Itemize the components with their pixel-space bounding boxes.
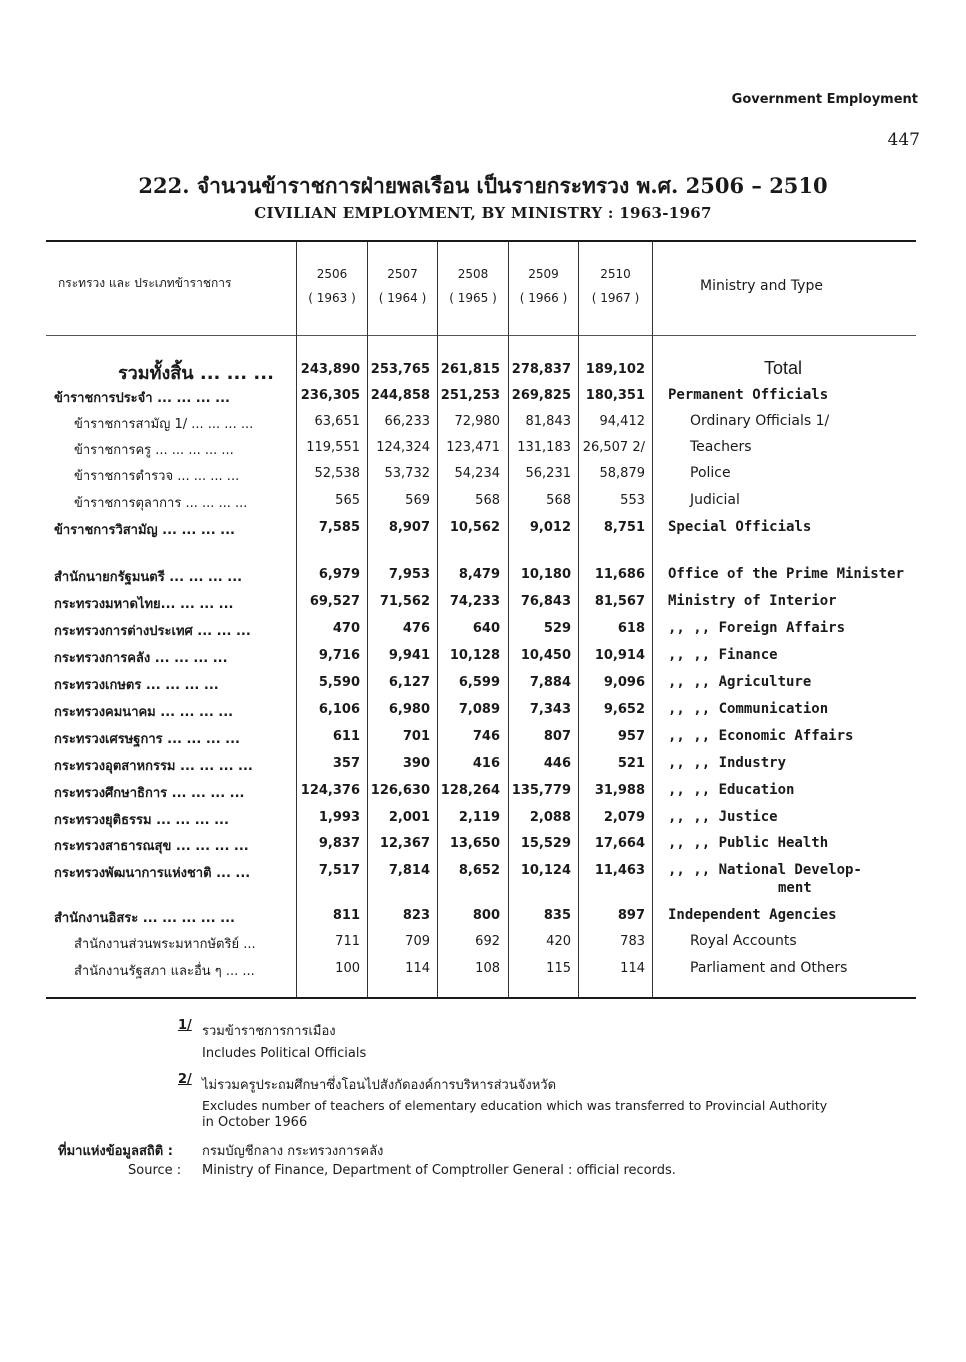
row-value: 640 — [472, 621, 500, 636]
row-value: 811 — [332, 908, 360, 923]
table-row — [0, 590, 966, 616]
row-value: 8,907 — [388, 520, 430, 535]
row-label-thai: ข้าราชการตำรวจ ... ... ... ... — [74, 469, 240, 484]
row-label-english: ,, ,, Justice — [668, 809, 778, 825]
table-row — [0, 617, 966, 643]
row-value: 180,351 — [585, 388, 645, 403]
row-value: 9,837 — [318, 836, 360, 851]
row-label-thai: กระทรวงเศรษฐการ ... ... ... ... — [54, 732, 240, 747]
year-be: 2507 — [387, 267, 418, 281]
row-value: 897 — [617, 908, 645, 923]
row-value: 6,979 — [318, 567, 360, 582]
row-label-thai: ข้าราชการตุลาการ ... ... ... ... — [74, 496, 248, 511]
row-value: 470 — [332, 621, 360, 636]
row-value: 692 — [475, 934, 500, 949]
row-value: 2,001 — [388, 810, 430, 825]
row-value: 521 — [617, 756, 645, 771]
row-value: 957 — [617, 729, 645, 744]
header-year-2506 — [297, 262, 367, 310]
row-label-english: ,, ,, Public Health — [668, 835, 829, 851]
row-value: 6,599 — [458, 675, 500, 690]
row-label-thai: ข้าราชการครู ... ... ... ... ... — [74, 443, 234, 458]
row-label-english: ,, ,, National Develop- — [668, 862, 862, 878]
row-value: 243,890 — [300, 362, 360, 377]
row-label-thai: กระทรวงมหาดไทย... ... ... ... — [54, 597, 234, 612]
row-label-english: Police — [690, 465, 731, 481]
row-value: 2,079 — [603, 810, 645, 825]
table-row — [0, 358, 966, 384]
row-value: 10,128 — [449, 648, 500, 663]
header-rule — [46, 335, 916, 336]
row-value: 54,234 — [454, 466, 500, 481]
footnote-1-mark — [178, 1018, 192, 1033]
row-label-english: Ministry of Interior — [668, 593, 837, 609]
table-row — [0, 410, 966, 436]
row-value: 7,814 — [388, 863, 430, 878]
row-value: 244,858 — [370, 388, 430, 403]
table-title-english: CIVILIAN EMPLOYMENT, BY MINISTRY : 1963-1967 — [254, 204, 712, 222]
page-number: 447 — [887, 130, 920, 150]
row-value: 6,980 — [388, 702, 430, 717]
row-label-thai: ข้าราชการสามัญ 1/ ... ... ... ... — [74, 417, 254, 432]
table-row — [0, 698, 966, 724]
footnote-2-thai: ไม่รวมครูประถมศึกษาซึ่งโอนไปสังกัดองค์การบริหารส่วนจังหวัด — [202, 1078, 557, 1093]
row-value: 81,843 — [525, 414, 571, 429]
row-value: 269,825 — [511, 388, 571, 403]
row-label-thai: กระทรวงศึกษาธิการ ... ... ... ... — [54, 786, 245, 801]
row-value: 10,180 — [520, 567, 571, 582]
row-value: 9,012 — [529, 520, 571, 535]
footnote-mark: 1/ — [178, 1018, 192, 1033]
row-value: 553 — [620, 493, 645, 508]
row-label-english: Parliament and Others — [690, 960, 848, 976]
table-row — [0, 832, 966, 858]
row-value: 94,412 — [599, 414, 645, 429]
year-ad: ( 1967 ) — [591, 291, 640, 305]
running-head: Government Employment — [731, 92, 918, 107]
row-value: 63,651 — [314, 414, 360, 429]
header-thai: กระทรวง และ ประเภทข้าราชการ — [58, 276, 232, 290]
bottom-rule — [46, 997, 916, 999]
row-value: 618 — [617, 621, 645, 636]
row-label-thai: รวมทั้งสิ้น ... ... ... — [118, 363, 274, 384]
table-row — [0, 516, 966, 542]
table-row — [0, 563, 966, 589]
year-ad: ( 1964 ) — [378, 291, 427, 305]
row-value: 53,732 — [384, 466, 430, 481]
row-label-english: ,, ,, Economic Affairs — [668, 728, 854, 744]
row-value: 529 — [543, 621, 571, 636]
row-value: 124,324 — [376, 440, 430, 455]
table-row — [0, 806, 966, 832]
source-english: Ministry of Finance, Department of Comptroller General : official records. — [202, 1163, 676, 1178]
row-value: 357 — [332, 756, 360, 771]
row-value: 261,815 — [440, 362, 500, 377]
row-label-thai: สำนักงานอิสระ ... ... ... ... ... — [54, 911, 235, 926]
row-value: 9,652 — [603, 702, 645, 717]
row-value: 11,686 — [594, 567, 645, 582]
row-value: 58,879 — [599, 466, 645, 481]
row-value: 7,585 — [318, 520, 360, 535]
row-label-english: Teachers — [690, 439, 752, 455]
footnote-mark: 2/ — [178, 1072, 192, 1087]
table-row — [0, 436, 966, 462]
row-value: 5,590 — [318, 675, 360, 690]
header-english: Ministry and Type — [700, 278, 823, 294]
row-value: 189,102 — [585, 362, 645, 377]
row-value: 114 — [405, 961, 430, 976]
row-value: 253,765 — [370, 362, 430, 377]
row-value: 135,779 — [511, 783, 571, 798]
row-value: 11,463 — [594, 863, 645, 878]
row-value: 7,517 — [318, 863, 360, 878]
row-value: 416 — [472, 756, 500, 771]
row-label-english: Ordinary Officials 1/ — [690, 413, 830, 429]
row-value: 10,450 — [520, 648, 571, 663]
row-value: 565 — [335, 493, 360, 508]
row-value: 611 — [332, 729, 360, 744]
table-row — [0, 489, 966, 515]
footnote-2-english-1: Excludes number of teachers of elementary education which was transferred to Provincial Authority — [202, 1098, 828, 1113]
table-row — [0, 462, 966, 488]
row-value: 476 — [402, 621, 430, 636]
row-value: 115 — [546, 961, 571, 976]
row-value: 72,980 — [454, 414, 500, 429]
row-value: 119,551 — [306, 440, 360, 455]
row-value: 711 — [335, 934, 360, 949]
year-be: 2510 — [600, 267, 631, 281]
source-thai-label: ที่มาแห่งข้อมูลสถิติ : — [58, 1144, 173, 1159]
row-value: 8,751 — [603, 520, 645, 535]
row-value: 56,231 — [525, 466, 571, 481]
row-value: 9,096 — [603, 675, 645, 690]
row-value: 10,124 — [520, 863, 571, 878]
row-label-english: ,, ,, Agriculture — [668, 674, 812, 690]
row-value: 807 — [543, 729, 571, 744]
row-value: 7,953 — [388, 567, 430, 582]
row-label-thai: กระทรวงสาธารณสุข ... ... ... ... — [54, 839, 249, 854]
row-label-thai: สำนักงานส่วนพระมหากษัตริย์ ... — [74, 937, 256, 952]
row-value: 10,562 — [449, 520, 500, 535]
row-value: 8,479 — [458, 567, 500, 582]
row-label-english: ,, ,, Education — [668, 782, 795, 798]
row-label-english-continued: ment — [778, 880, 812, 896]
row-value: 6,127 — [388, 675, 430, 690]
row-label-english: ,, ,, Foreign Affairs — [668, 620, 846, 636]
row-label-thai: กระทรวงพัฒนาการแห่งชาติ ... ... — [54, 866, 251, 881]
row-value: 31,988 — [594, 783, 645, 798]
row-value: 783 — [620, 934, 645, 949]
row-label-thai: กระทรวงเกษตร ... ... ... ... — [54, 678, 219, 693]
table-row — [0, 779, 966, 805]
row-value: 52,538 — [314, 466, 360, 481]
row-value: 568 — [546, 493, 571, 508]
row-value: 1,993 — [318, 810, 360, 825]
row-value: 2,088 — [529, 810, 571, 825]
row-value: 7,884 — [529, 675, 571, 690]
row-value: 6,106 — [318, 702, 360, 717]
row-value: 390 — [402, 756, 430, 771]
row-value: 69,527 — [309, 594, 360, 609]
row-label-english: Special Officials — [668, 519, 812, 535]
row-label-english: Independent Agencies — [668, 907, 837, 923]
row-label-thai: กระทรวงการต่างประเทศ ... ... ... — [54, 624, 251, 639]
row-label-english: Judicial — [690, 492, 740, 508]
row-value: 446 — [543, 756, 571, 771]
row-value: 124,376 — [300, 783, 360, 798]
row-label-english: Total — [764, 358, 803, 378]
row-value: 800 — [472, 908, 500, 923]
row-value: 746 — [472, 729, 500, 744]
row-value: 7,089 — [458, 702, 500, 717]
row-label-english: Office of the Prime Minister — [668, 566, 905, 582]
year-be: 2509 — [528, 267, 559, 281]
row-value: 66,233 — [384, 414, 430, 429]
row-value: 10,914 — [594, 648, 645, 663]
header-year-2509 — [509, 262, 578, 310]
table-row — [0, 752, 966, 778]
row-label-english: ,, ,, Finance — [668, 647, 778, 663]
header-year-2507 — [368, 262, 437, 310]
row-value: 76,843 — [520, 594, 571, 609]
row-value: 709 — [405, 934, 430, 949]
row-value: 569 — [405, 493, 430, 508]
table-row — [0, 859, 966, 896]
row-value: 131,183 — [517, 440, 571, 455]
row-value: 126,630 — [370, 783, 430, 798]
row-value: 2,119 — [458, 810, 500, 825]
table-row — [0, 384, 966, 410]
year-be: 2508 — [457, 267, 489, 281]
row-label-thai: สำนักงานรัฐสภา และอื่น ๆ ... ... — [74, 964, 255, 979]
row-label-english: ,, ,, Industry — [668, 755, 787, 771]
row-value: 823 — [402, 908, 430, 923]
row-label-thai: กระทรวงการคลัง ... ... ... ... — [54, 651, 228, 666]
row-value: 123,471 — [446, 440, 500, 455]
row-label-english: Royal Accounts — [690, 933, 797, 949]
row-value: 568 — [475, 493, 500, 508]
row-value: 17,664 — [594, 836, 645, 851]
table-row — [0, 957, 966, 983]
row-value: 114 — [620, 961, 645, 976]
table-row — [0, 725, 966, 751]
year-be: 2506 — [316, 267, 348, 281]
header-year-2508 — [438, 262, 508, 310]
row-value: 278,837 — [511, 362, 571, 377]
table-row — [0, 644, 966, 670]
footnote-1-thai: รวมข้าราชการการเมือง — [202, 1024, 336, 1039]
table-row — [0, 930, 966, 956]
year-ad: ( 1966 ) — [519, 291, 568, 305]
row-label-thai: ข้าราชการประจำ ... ... ... ... — [54, 391, 230, 406]
row-value: 7,343 — [529, 702, 571, 717]
year-ad: ( 1965 ) — [449, 291, 497, 305]
row-value: 108 — [475, 961, 500, 976]
table-title-thai: 222. จำนวนข้าราชการฝ่ายพลเรือน เป็นรายกระทรวง พ.ศ. 2506 – 2510 — [138, 173, 828, 198]
row-value: 81,567 — [594, 594, 645, 609]
row-label-thai: กระทรวงคมนาคม ... ... ... ... — [54, 705, 234, 720]
year-ad: ( 1963 ) — [308, 291, 356, 305]
row-value: 15,529 — [520, 836, 571, 851]
row-value: 701 — [402, 729, 430, 744]
row-label-thai: ข้าราชการวิสามัญ ... ... ... ... — [54, 523, 235, 538]
row-label-english: ,, ,, Communication — [668, 701, 829, 717]
table-row — [0, 671, 966, 697]
row-value: 26,507 2/ — [582, 440, 645, 455]
row-value: 13,650 — [449, 836, 500, 851]
row-value: 100 — [335, 961, 360, 976]
table-row — [0, 904, 966, 930]
footnote-2-mark — [178, 1072, 192, 1087]
row-value: 12,367 — [379, 836, 430, 851]
row-value: 128,264 — [440, 783, 500, 798]
row-value: 8,652 — [458, 863, 500, 878]
row-value: 9,716 — [318, 648, 360, 663]
row-value: 835 — [543, 908, 571, 923]
footnote-1-english: Includes Political Officials — [202, 1046, 367, 1061]
row-value: 236,305 — [300, 388, 360, 403]
row-value: 420 — [546, 934, 571, 949]
footnote-2-english-2: in October 1966 — [202, 1115, 308, 1130]
source-thai: กรมบัญชีกลาง กระทรวงการคลัง — [202, 1144, 384, 1159]
top-rule — [46, 240, 916, 242]
row-label-thai: กระทรวงอุตสาหกรรม ... ... ... ... — [54, 759, 253, 774]
row-value: 9,941 — [388, 648, 430, 663]
header-year-2510 — [579, 262, 652, 310]
row-label-english: Permanent Officials — [668, 387, 829, 403]
row-value: 71,562 — [379, 594, 430, 609]
row-label-thai: กระทรวงยุติธรรม ... ... ... ... — [54, 813, 229, 828]
row-value: 74,233 — [449, 594, 500, 609]
source-label: Source : — [128, 1163, 182, 1178]
row-label-thai: สำนักนายกรัฐมนตรี ... ... ... ... — [54, 570, 243, 585]
row-value: 251,253 — [440, 388, 500, 403]
